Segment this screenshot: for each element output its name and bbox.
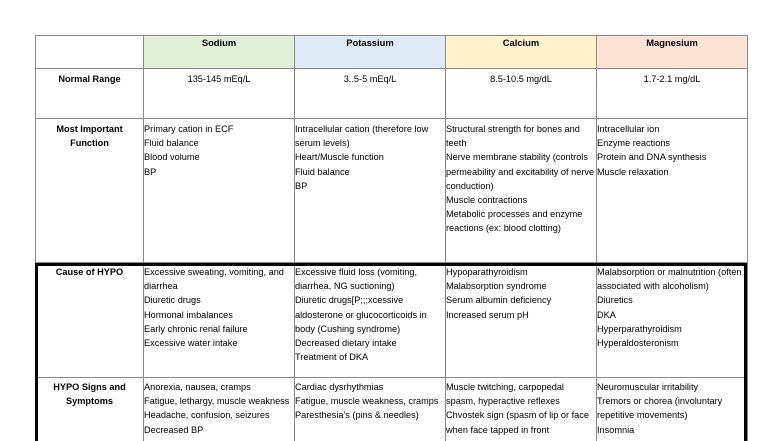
row-label: HYPO Signs and Symptoms — [36, 378, 144, 441]
cell-line: Metabolic processes and enzyme reactions (ex: blood clotting) — [446, 209, 583, 234]
cell-line: Cardiac dysrhythmias — [295, 382, 384, 392]
cell-sodium — [144, 263, 295, 378]
cell-line: Headache, confusion, seizures — [144, 410, 270, 421]
cell-line: Early chronic renal failure — [144, 323, 248, 334]
cell-line: Excessive fluid loss (vomiting, diarrhea, NG suctioning) — [295, 267, 418, 292]
cell-line: Intracellular ion — [597, 124, 660, 134]
header-sodium: Sodium — [144, 36, 295, 69]
cell-line: Neuromuscular irritability — [597, 382, 699, 392]
cell-line: 135-145 mEq/L — [187, 74, 251, 84]
cell-line: Decreased BP — [144, 424, 204, 435]
cell-line: Serum albumin deficiency — [446, 295, 552, 306]
row-most-important-function — [36, 119, 748, 263]
row-hypo-signs-and-symptoms — [36, 378, 748, 441]
cell-potassium — [295, 119, 446, 263]
cell-line: BP — [295, 180, 308, 191]
cell-line: Structural strength for bones and teeth — [446, 124, 580, 149]
cell-magnesium — [597, 119, 748, 263]
cell-line: Fluid balance — [144, 138, 199, 149]
cell-line: Hyperaldosteronism — [597, 338, 679, 349]
cell-line: Anorexia, nausea, cramps — [144, 382, 251, 392]
cell-calcium — [446, 69, 597, 119]
electrolyte-table — [35, 35, 748, 441]
cell-line: Increased serum pH — [446, 309, 529, 320]
cell-potassium — [295, 69, 446, 119]
cell-line: 8.5-10.5 mg/dL — [490, 74, 552, 84]
header-calcium: Calcium — [446, 36, 597, 69]
row-label: Most Important Function — [36, 119, 144, 263]
cell-line: BP — [144, 166, 157, 177]
cell-potassium — [295, 378, 446, 441]
cell-line: Protein and DNA synthesis — [597, 152, 707, 163]
cell-magnesium — [597, 263, 748, 378]
cell-line: Excessive sweating, vomiting, and diarrhea — [144, 267, 284, 292]
row-label: Cause of HYPO — [36, 263, 144, 378]
cell-line: 3..5-5 mEq/L — [343, 74, 397, 84]
cell-line: Diuretic drugs — [144, 295, 201, 306]
cell-line: Blood volume — [144, 152, 200, 163]
cell-line: Paresthesia's (pins & needles) — [295, 410, 419, 421]
cell-calcium — [446, 119, 597, 263]
cell-line: Heart/Muscle function — [295, 152, 384, 163]
cell-line: Treatment of DKA — [295, 352, 369, 363]
cell-line: DKA — [597, 309, 616, 320]
cell-line: Diuretics — [597, 295, 633, 306]
cell-line: Fatigue, muscle weakness, cramps — [295, 396, 439, 407]
cell-line: Chvostek sign (spasm of lip or face when face tapped in front — [446, 410, 589, 435]
cell-magnesium — [597, 69, 748, 119]
cell-line: Tremors or chorea (involuntary repetitive movements) — [597, 396, 723, 421]
cell-line: Primary cation in ECF — [144, 124, 234, 134]
header-magnesium: Magnesium — [597, 36, 748, 69]
cell-line: Excessive water intake — [144, 338, 238, 349]
cell-calcium — [446, 378, 597, 441]
cell-sodium — [144, 119, 295, 263]
cell-line: Muscle twitching, carpopedal spasm, hyperactive reflexes — [446, 382, 564, 407]
cell-line: Muscle contractions — [446, 195, 528, 206]
cell-line: Nerve membrane stability (controls permeability and excitability of nerve conduction) — [446, 152, 595, 191]
cell-potassium — [295, 263, 446, 378]
row-cause-of-hypo — [36, 263, 748, 378]
cell-line: Malabsorption or malnutrition (often associated with alcoholism) — [597, 267, 742, 292]
cell-line: Insomnia — [597, 424, 635, 435]
cell-line: Intracellular cation (therefore low serum levels) — [295, 124, 429, 149]
cell-line: Malabsorption syndrome — [446, 281, 547, 292]
cell-calcium — [446, 263, 597, 378]
cell-magnesium — [597, 378, 748, 441]
cell-line: Hormonal imbalances — [144, 309, 233, 320]
cell-line: Fatigue, lethargy, muscle weakness — [144, 396, 290, 407]
header-potassium: Potassium — [295, 36, 446, 69]
cell-line: 1.7-2.1 mg/dL — [643, 74, 701, 84]
cell-line: Hypoparathyroidism — [446, 267, 528, 277]
cell-line: Fluid balance — [295, 166, 350, 177]
cell-line: Diuretic drugs[P;;;xcessive aldosterone or glucocorticoids in body (Cushing syndrome) — [295, 295, 427, 334]
header-row — [36, 36, 748, 69]
row-normal-range — [36, 69, 748, 119]
cell-line: Enzyme reactions — [597, 138, 671, 149]
cell-sodium — [144, 69, 295, 119]
cell-line: Muscle relaxation — [597, 166, 669, 177]
cell-line: Hyperparathyroidism — [597, 323, 682, 334]
cell-line: Decreased dietary intake — [295, 338, 397, 349]
header-corner — [36, 36, 144, 69]
row-label: Normal Range — [36, 69, 144, 119]
cell-sodium — [144, 378, 295, 441]
